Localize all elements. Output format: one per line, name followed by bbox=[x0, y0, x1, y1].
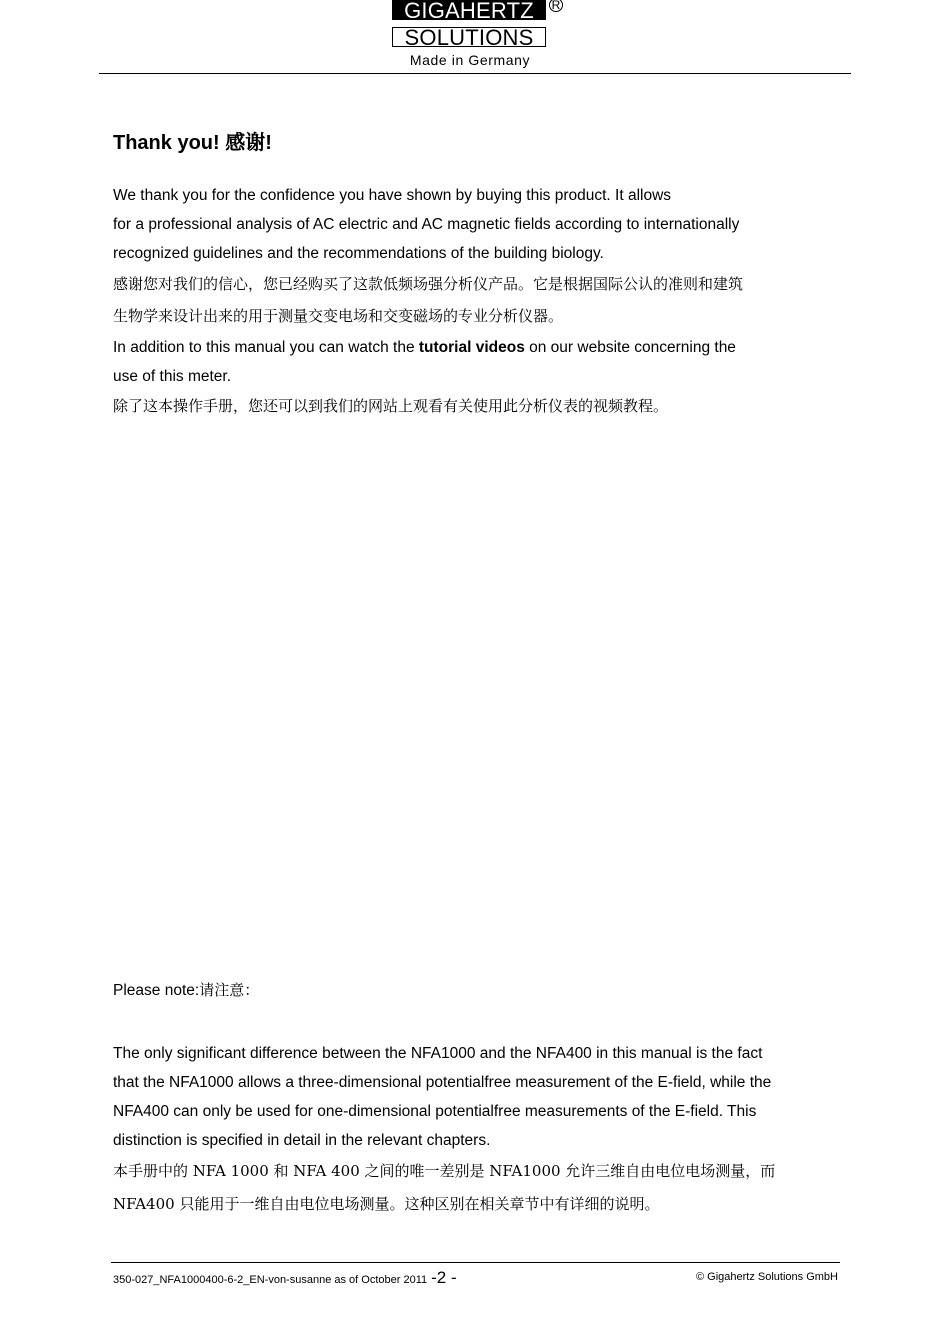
difference-zh-line-2: NFA400 只能用于一维自由电位电场测量。这种区别在相关章节中有详细的说明。 bbox=[113, 1195, 660, 1213]
header-divider bbox=[99, 73, 851, 74]
logo-tagline: Made in Germany bbox=[409, 52, 531, 68]
page-number: -2 - bbox=[431, 1268, 457, 1287]
difference-line-3: NFA400 can only be used for one-dimensional potentialfree measurements of the E-field. This bbox=[113, 1103, 757, 1120]
intro-line-2: for a professional analysis of AC electric and AC magnetic fields according to internationally bbox=[113, 216, 740, 233]
footer-copyright: © Gigahertz Solutions GmbH bbox=[696, 1271, 838, 1283]
please-note-label bbox=[113, 979, 259, 1000]
intro-zh-line-2: 生物学来设计出来的用于测量交变电场和交变磁场的专业分析仪器。 bbox=[113, 307, 564, 325]
footer-divider bbox=[111, 1262, 840, 1263]
tutorial-line-2: use of this meter. bbox=[113, 368, 232, 385]
registered-mark: R bbox=[549, 0, 563, 12]
logo-line-solutions: SOLUTIONS bbox=[392, 27, 546, 47]
difference-line-2: that the NFA1000 allows a three-dimensional potentialfree measurement of the E-field, while the bbox=[113, 1074, 772, 1091]
difference-paragraph-en bbox=[113, 1039, 838, 1155]
difference-line-4: distinction is specified in detail in the relevant chapters. bbox=[113, 1132, 491, 1149]
intro-paragraph-en bbox=[113, 181, 838, 268]
logo-line-gigahertz: GIGAHERTZ bbox=[392, 0, 546, 20]
tutorial-text-pre: In addition to this manual you can watch the bbox=[113, 339, 419, 356]
footer-doc-info bbox=[113, 1268, 457, 1288]
tutorial-text-post: on our website concerning the bbox=[524, 339, 736, 356]
footer-doc-id: 350-027_NFA1000400-6-2_EN-von-susanne as of October 2011 bbox=[113, 1274, 428, 1286]
tutorial-videos-emphasis: tutorial videos bbox=[418, 339, 525, 356]
intro-line-3: recognized guidelines and the recommendations of the building biology. bbox=[113, 245, 604, 262]
page-title: Thank you! 感谢! bbox=[113, 132, 272, 154]
difference-paragraph-zh bbox=[113, 1155, 838, 1221]
difference-zh-line-1: 本手册中的 NFA 1000 和 NFA 400 之间的唯一差别是 NFA1000 允许三维自由电位电场测量，而 bbox=[113, 1162, 776, 1180]
tutorial-paragraph-zh: 除了这本操作手册，您还可以到我们的网站上观看有关使用此分析仪表的视频教程。 bbox=[113, 397, 669, 415]
intro-paragraph-zh bbox=[113, 268, 838, 332]
tutorial-line-1 bbox=[113, 333, 838, 362]
note-zh: 请注意： bbox=[199, 981, 260, 999]
difference-line-1: The only significant difference between the NFA1000 and the NFA400 in this manual is the fact bbox=[113, 1045, 763, 1062]
tutorial-paragraph bbox=[113, 333, 838, 391]
note-en: Please note: bbox=[113, 982, 200, 999]
intro-line-1: We thank you for the confidence you have shown by buying this product. It allows bbox=[113, 187, 672, 204]
intro-zh-line-1: 感谢您对我们的信心，您已经购买了这款低频场强分析仪产品。它是根据国际公认的准则和建筑 bbox=[113, 275, 744, 293]
